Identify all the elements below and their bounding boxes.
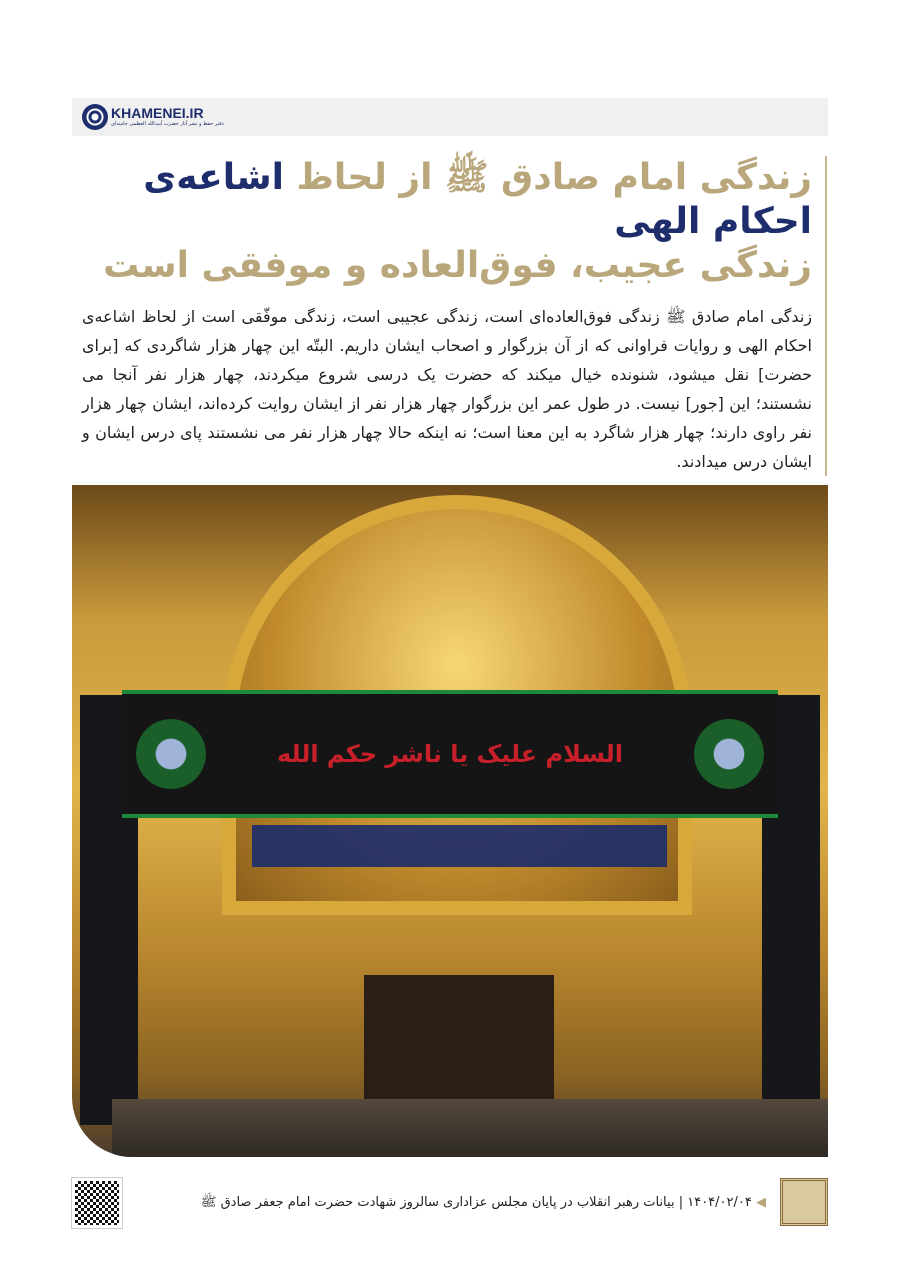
black-banner [122,690,778,818]
header-bar [72,98,828,136]
arrow-icon: ◀ [756,1195,766,1210]
blue-inscription [252,825,667,867]
accent-divider [825,156,827,476]
qr-code[interactable] [72,1178,122,1228]
title-line-2: زندگی عجیب، فوق‌العاده و موفقی است [103,245,812,286]
quote-section [82,156,827,476]
logo-text: KHAMENEI.IR [111,105,204,121]
footer [72,1178,828,1228]
banner-calligraphy-right [694,719,764,789]
logo-subtitle: دفتر حفظ و نشر آثار حضرت آیت‌الله العظمی خامنه‌ای [111,121,224,127]
khamenei-logo[interactable] [82,104,224,130]
crowd [112,1099,828,1157]
caption-text: بیانات رهبر انقلاب در پایان مجلس عزاداری سالروز شهادت حضرت امام جعفر صادق ﷺ [200,1195,675,1210]
shrine-photo [72,485,828,1157]
speech-date: ۱۴۰۴/۰۲/۰۴ [687,1195,752,1210]
title-part-gold: زندگی امام صادق ﷺ از لحاظ [283,157,812,198]
logo-emblem-icon [82,104,108,130]
banner-calligraphy-left [136,719,206,789]
source-caption [142,1194,766,1212]
sadiq-calligraphy-seal [780,1178,828,1226]
title-part-blue: اشاعه‌ی احکام الهی [143,157,812,242]
banner-text: السلام علیک یا ناشر حکم الله [276,740,624,768]
quote-body: زندگی امام صادق ﷺ زندگی فوق‌العاده‌ای است، زندگی عجیبی است، زندگی موفّقی است از لحاظ اشاعه‌ی احکام الهی و روایات فراوانی که از آن بزرگوار و اصحاب ایشان داریم. البتّه این چهار هزار شاگردی که [برای حضرت] نقل میشود، شنونده خیال میکند که حضرت یک درسی شروع میکردند، چهار هزار نفر آنجا می نشستند؛ این [جور] نیست. در طول عمر این بزرگوار چهار هزار نفر از ایشان روایت کرده‌اند، ایشان چهار هزار نفر راوی دارند؛ چهار هزار شاگرد به این معنا است؛ نه اینکه حالا چهار هزار نفر می نشستند پای درس ایشان و ایشان درس میدادند. [82,307,812,471]
page-title [82,156,812,288]
caption-separator: | [678,1195,684,1210]
